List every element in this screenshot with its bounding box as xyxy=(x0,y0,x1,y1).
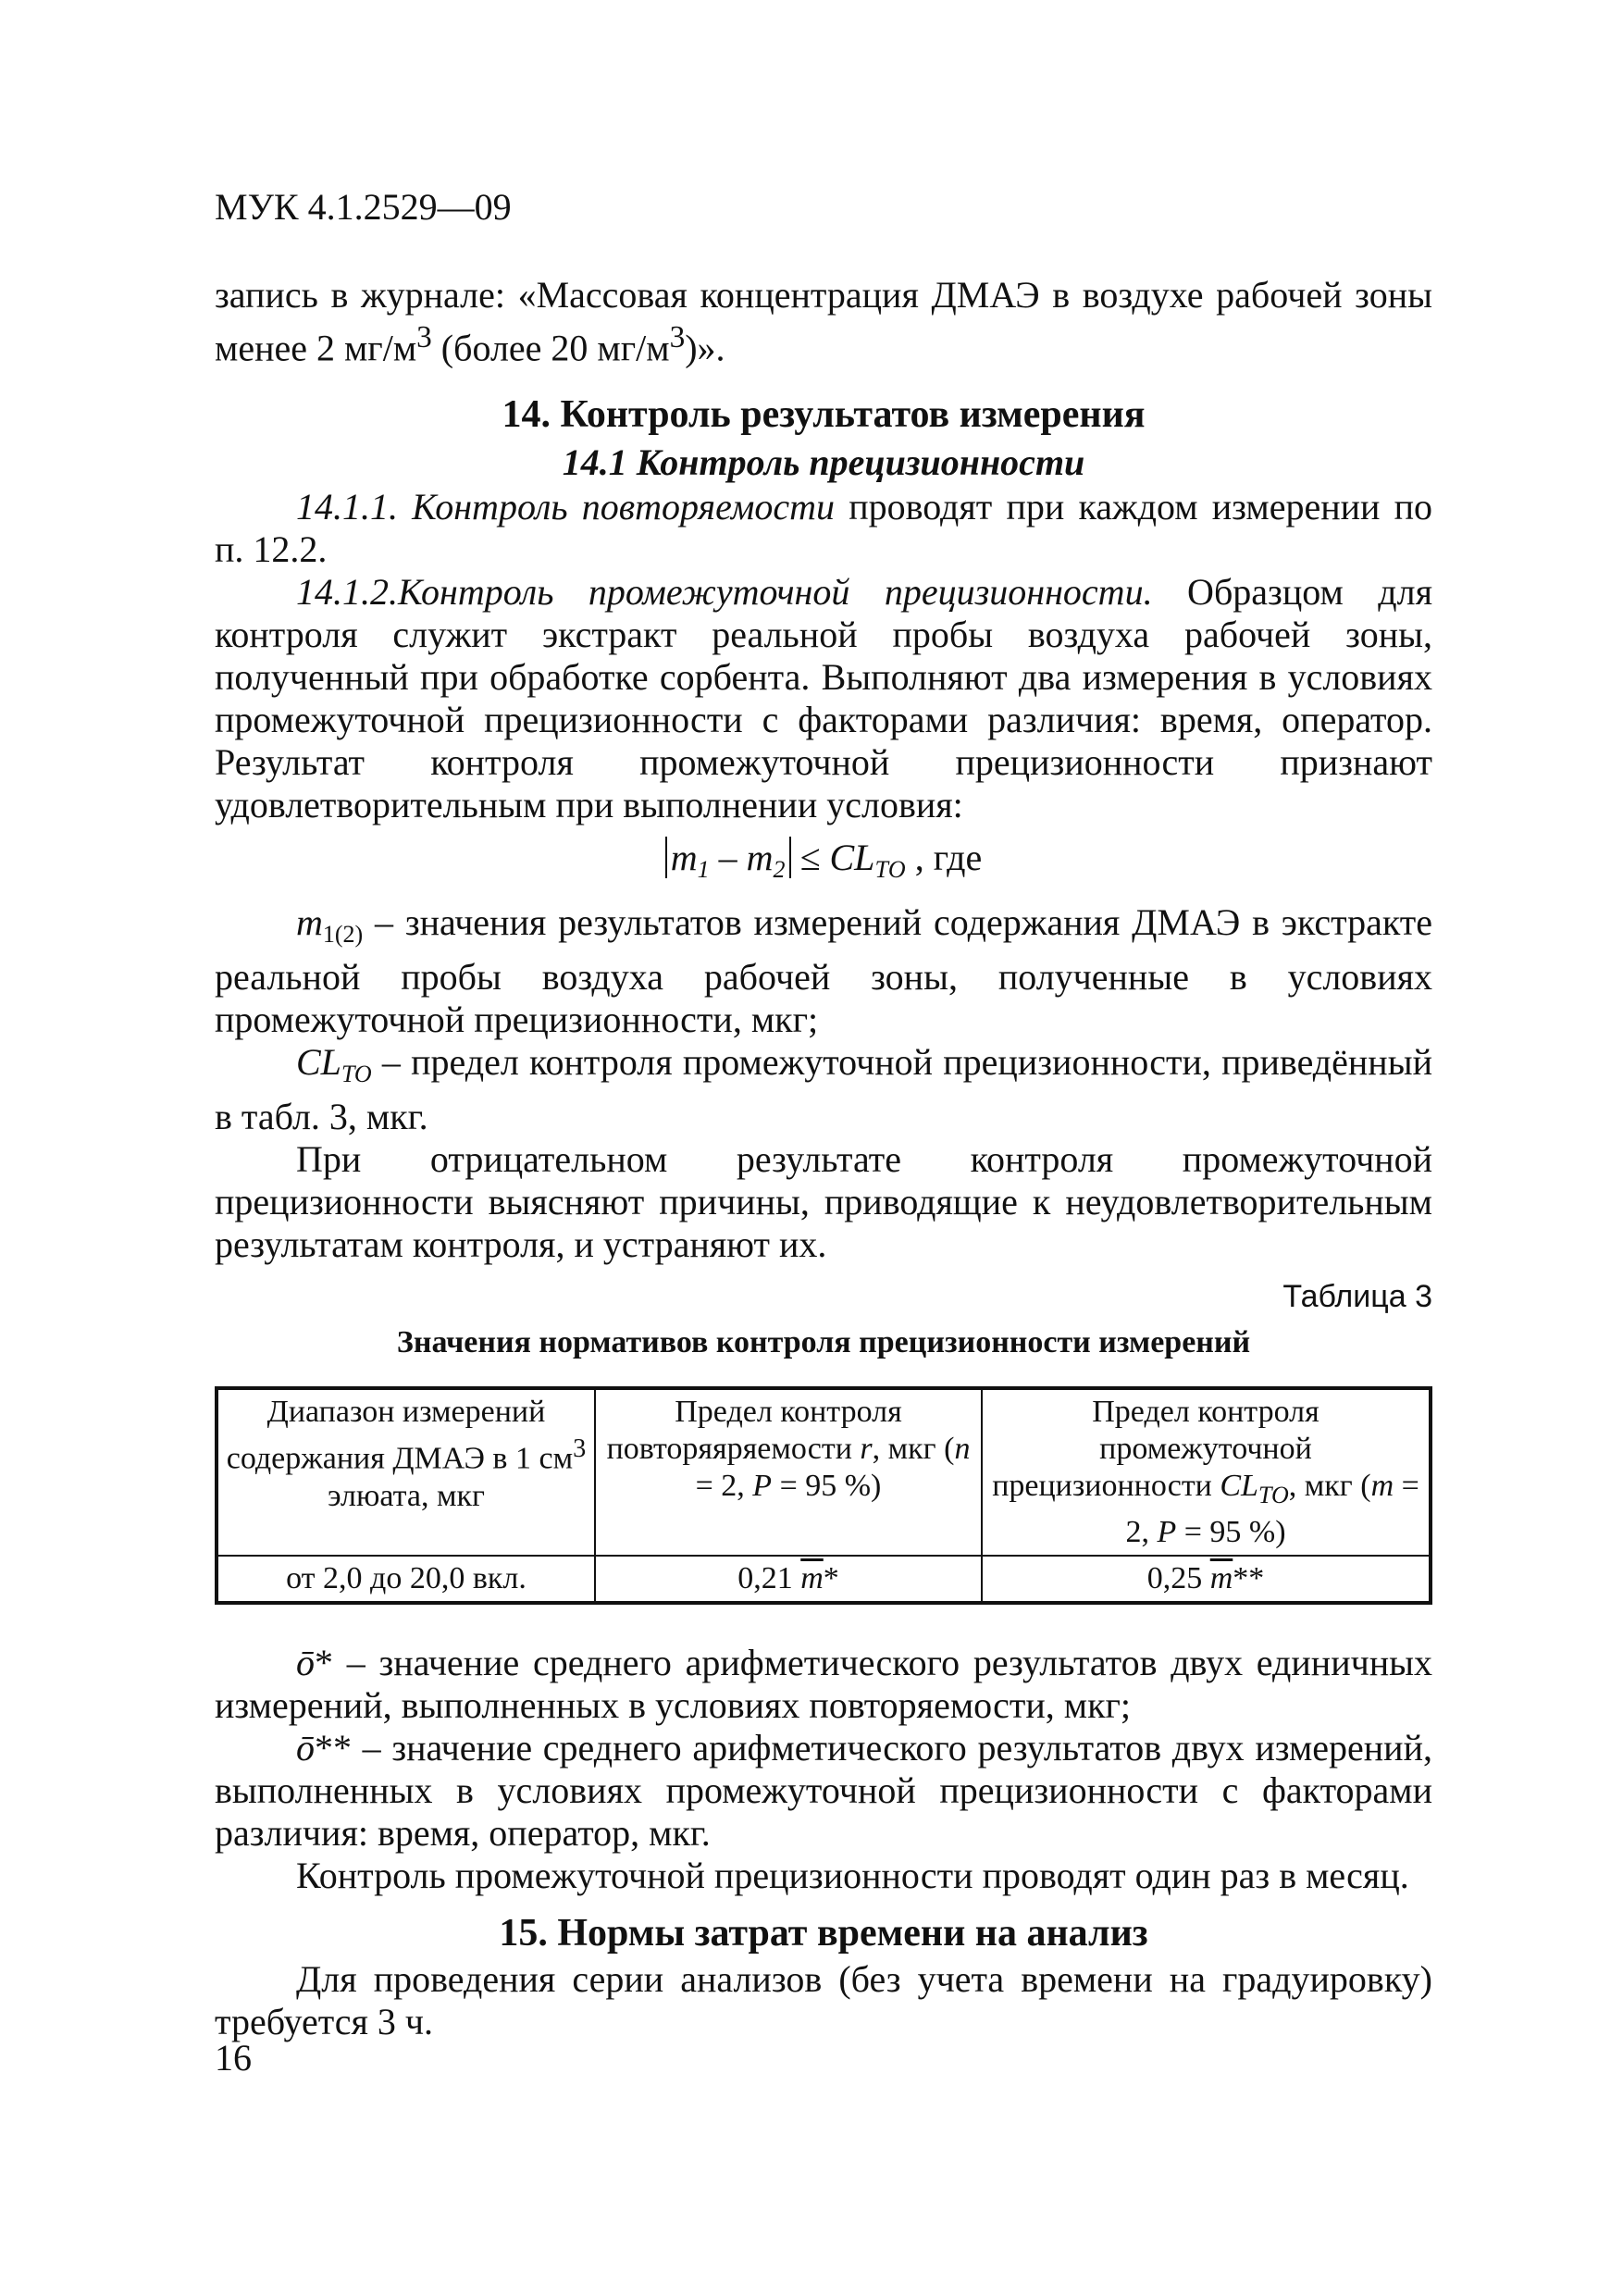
page-number: 16 xyxy=(215,2037,252,2079)
document-code: МУК 4.1.2529—09 xyxy=(215,186,512,228)
table-row xyxy=(217,1556,1431,1603)
section-15-heading: 15. Нормы затрат времени на анализ xyxy=(499,1912,1148,1955)
table-header-row xyxy=(217,1388,1431,1556)
definition-clto: $CL_{TO}$ – предел контроля промежуточной прецизионности, приведённый в табл. 3, мкг. xyxy=(215,1041,1432,1138)
note-single-star: ō* – значение среднего арифметического результатов двух единичных измерений, выполненных в условиях повторяемости, мкг; xyxy=(215,1642,1432,1727)
paragraph-14-1-2: 14.1.2.Контроль промежуточной прецизионности. Образцом для контроля служит экстракт реальной пробы воздуха рабочей зоны, полученный при обработке сорбента. Выполняют два измерения в условиях промежуточной прецизионности с факторами различия: время, оператор. Результат контроля промежуточной прецизионности признают удовлетворительным при выполнении условия: xyxy=(215,571,1432,826)
subsection-14-1-heading: 14.1 Контроль прецизионности xyxy=(562,441,1085,484)
table-title: Значения нормативов контроля прецизионности измерений xyxy=(396,1325,1251,1360)
section-14-heading: 14. Контроль результатов измерения xyxy=(502,393,1146,437)
header-intermediate: Предел контроля промежуточной прецизионности $CL_{TO}$, мкг (m = 2, P = 95 %) xyxy=(982,1388,1431,1556)
page-body xyxy=(215,274,1432,2043)
note-frequency: Контроль промежуточной прецизионности проводят один раз в месяц. xyxy=(296,1855,1409,1897)
paragraph-negative-result: При отрицательном результате контроля промежуточной прецизионности выясняют причины, приводящие к неудовлетворительным результатам контроля, и устраняют их. xyxy=(215,1138,1432,1266)
header-range: Диапазон измерений содержания ДМАЭ в 1 $см^3$ элюата, мкг xyxy=(217,1388,595,1556)
section-15-text: Для проведения серии анализов (без учета времени на градуировку) требуется 3 ч. xyxy=(215,1958,1432,2043)
note-double-star: ō** – значение среднего арифметического результатов двух измерений, выполненных в условиях промежуточной прецизионности с факторами различия: время, оператор, мкг. xyxy=(215,1727,1432,1855)
cell-intermediate-limit: 0,25 $\overline{m}**$ xyxy=(982,1556,1431,1603)
paragraph-14-1-1: 14.1.1. Контроль повторяемости проводят при каждом измерении по п. 12.2. xyxy=(215,486,1432,571)
header-repeatability: Предел контроля повторяяряемости r, мкг (n = 2, P = 95 %) xyxy=(595,1388,982,1556)
intro-paragraph: запись в журнале: «Массовая концентрация ДМАЭ в воздухе рабочей зоны менее 2 $мг/м^3$ (более 20 $мг/м^3$)». xyxy=(215,274,1432,369)
definition-m12: $m_{1(2)}$ – значения результатов измерений содержания ДМАЭ в экстракте реальной пробы воздуха рабочей зоны, полученные в условиях промежуточной прецизионности, мкг; xyxy=(215,901,1432,1041)
table-label: Таблица 3 xyxy=(1282,1279,1432,1315)
precision-table xyxy=(215,1386,1432,1605)
formula-condition: $m_1 - m_2 \le CL_{ТО}$ , где xyxy=(215,830,1432,898)
cell-repeatability-limit: 0,21 $\overline{m}*$ xyxy=(595,1556,982,1603)
cell-range: от 2,0 до 20,0 вкл. xyxy=(217,1556,595,1603)
